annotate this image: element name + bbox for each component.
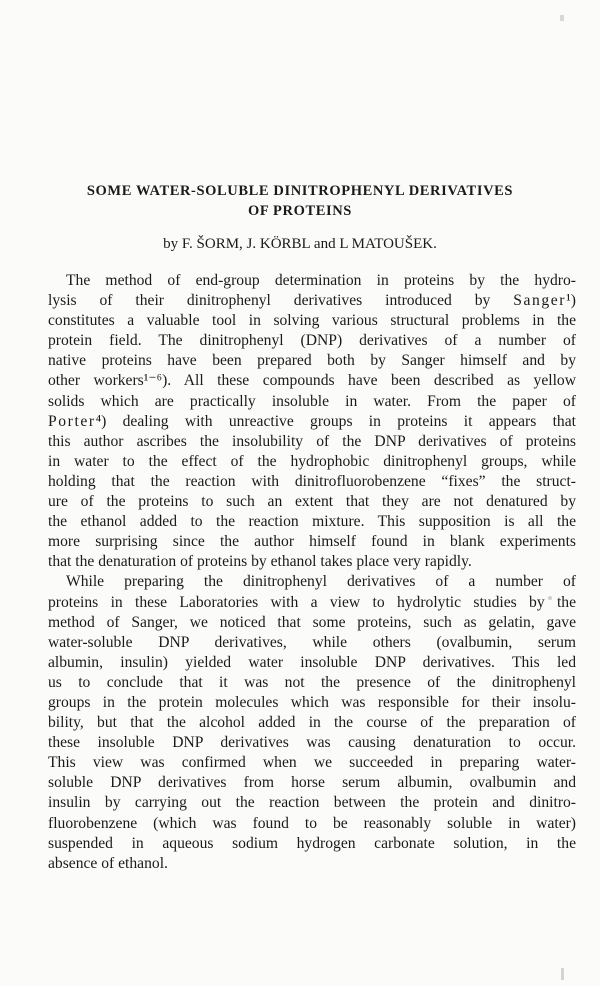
text-line: constitutes a valuable tool in solving various structural problems in the (48, 312, 576, 330)
text-span: lysis of their dinitrophenyl derivatives introduced by (48, 292, 491, 310)
text-line: bility, but that the alcohol added in the course of the preparation of (48, 714, 576, 732)
text-line: proteins in these Laboratories with a view to hydrolytic studies by the (48, 593, 576, 611)
text-line (48, 291, 576, 311)
text-line: The method of end-group determination in proteins by the hydro- (66, 272, 576, 289)
text-line: the ethanol added to the reaction mixture. This supposition is all the (48, 513, 576, 531)
text-line: soluble DNP derivatives from horse serum albumin, ovalbumin and (48, 774, 576, 792)
text-line: other workers¹⁻⁶). All these compounds have been described as yellow (48, 372, 576, 390)
text-line: absence of ethanol. (48, 854, 168, 872)
text-line: that the denaturation of proteins by ethanol takes place very rapidly. (48, 553, 472, 571)
text-span: ⁴) dealing with unreactive groups in proteins it appears that (95, 412, 576, 430)
text-line: these insoluble DNP derivatives was causing denaturation to occur. (48, 734, 576, 752)
text-line: us to conclude that it was not the presence of the dinitrophenyl (48, 673, 576, 691)
text-line: protein field. The dinitrophenyl (DNP) derivatives of a number of (48, 332, 576, 350)
paragraph-2 (48, 572, 576, 873)
paragraph-1 (48, 271, 576, 572)
cited-author: Porter (48, 412, 96, 430)
text-line: fluorobenzene (which was found to be reasonably soluble in water) (48, 814, 576, 832)
paper-title-line-1: SOME WATER-SOLUBLE DINITROPHENYL DERIVATIVES (86, 183, 514, 199)
text-line: holding that the reaction with dinitrofluorobenzene “fixes” the struct- (48, 472, 576, 490)
text-line: albumin, insulin) yielded water insoluble DNP derivatives. This led (48, 653, 576, 671)
text-line: insulin by carrying out the reaction between the protein and dinitro- (48, 794, 576, 812)
text-line: While preparing the dinitrophenyl derivatives of a number of (66, 573, 576, 591)
text-line: in water to the effect of the hydrophobic dinitrophenyl groups, while (48, 452, 576, 470)
text-line: native proteins have been prepared both by Sanger himself and by (48, 352, 576, 370)
text-line: more surprising since the author himself found in blank experiments (48, 533, 576, 551)
text-line: this author ascribes the insolubility of the DNP derivatives of proteins (48, 432, 576, 450)
scan-speck (561, 968, 564, 980)
paper-title-line-2: OF PROTEINS (248, 203, 352, 219)
text-line: suspended in aqueous sodium hydrogen carbonate solution, in the (48, 834, 576, 852)
text-line: ure of the proteins to such an extent that they are not denatured by (48, 493, 576, 511)
text-line: groups in the protein molecules which was responsible for their insolu- (48, 693, 576, 711)
scan-speck (560, 15, 564, 21)
text-line: solids which are practically insoluble in water. From the paper of (48, 392, 576, 410)
article-body (48, 271, 576, 874)
text-line (48, 412, 576, 432)
text-line: water-soluble DNP derivatives, while others (ovalbumin, serum (48, 633, 576, 651)
author-line: by F. ŠORM, J. KÖRBL and L MATOUŠEK. (163, 236, 437, 252)
text-line: This view was confirmed when we succeeded in preparing water- (48, 754, 576, 772)
text-line: method of Sanger, we noticed that some proteins, such as gelatin, gave (48, 613, 576, 631)
citation-ref: ¹) (566, 292, 576, 310)
cited-author: Sanger (513, 292, 567, 310)
